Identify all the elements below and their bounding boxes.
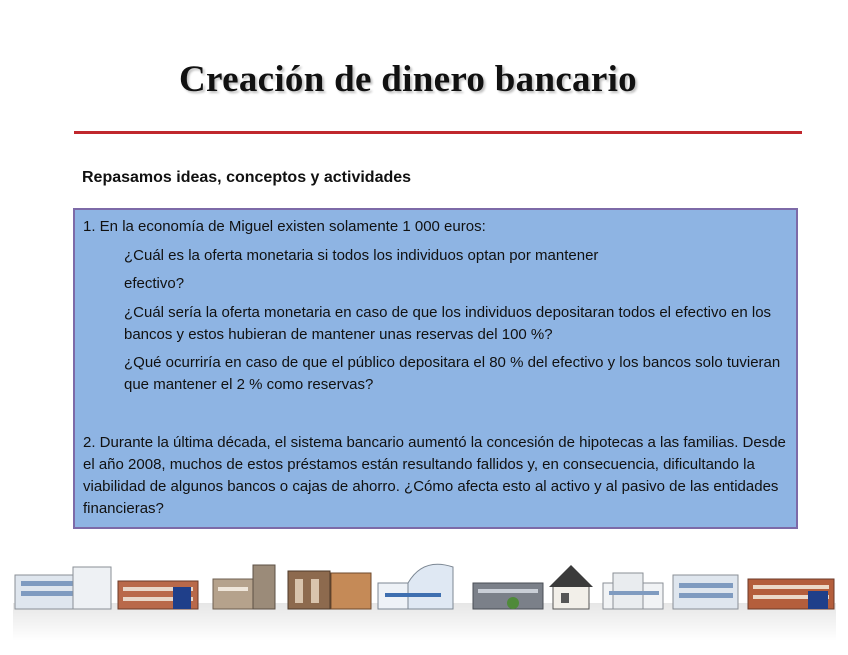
activities-box	[73, 208, 798, 529]
title-divider	[74, 131, 802, 134]
question-2: 2. Durante la última década, el sistema bancario aumentó la concesión de hipotecas a las familias. Desde el año 2008, muchos de estos préstamos están resultando fallidos y, en consecuencia, dificultando la viabilidad de algunos bancos o cajas de ahorro. ¿Cómo afecta esto al activo y al pasivo de las entidades financieras?	[83, 434, 786, 517]
question-1a-line2: efectivo?	[124, 275, 185, 292]
slide-subtitle: Repasamos ideas, conceptos y actividades	[82, 169, 412, 186]
buildings-footer-illustration	[13, 553, 836, 641]
question-1b: ¿Cuál sería la oferta monetaria en caso de que los individuos depositaran todos el efectivo en los bancos y estos hubieran de mantener unas reservas del 100 %?	[124, 304, 772, 343]
question-1-intro: 1. En la economía de Miguel existen solamente 1 000 euros:	[83, 218, 486, 235]
question-1a-line1: ¿Cuál es la oferta monetaria si todos los individuos optan por mantener	[124, 247, 599, 264]
slide-title: Creación de dinero bancario	[179, 59, 637, 100]
question-1c: ¿Qué ocurriría en caso de que el público depositara el 80 % del efectivo y los bancos solo tuvieran que mantener el 2 % como reservas?	[124, 354, 781, 393]
